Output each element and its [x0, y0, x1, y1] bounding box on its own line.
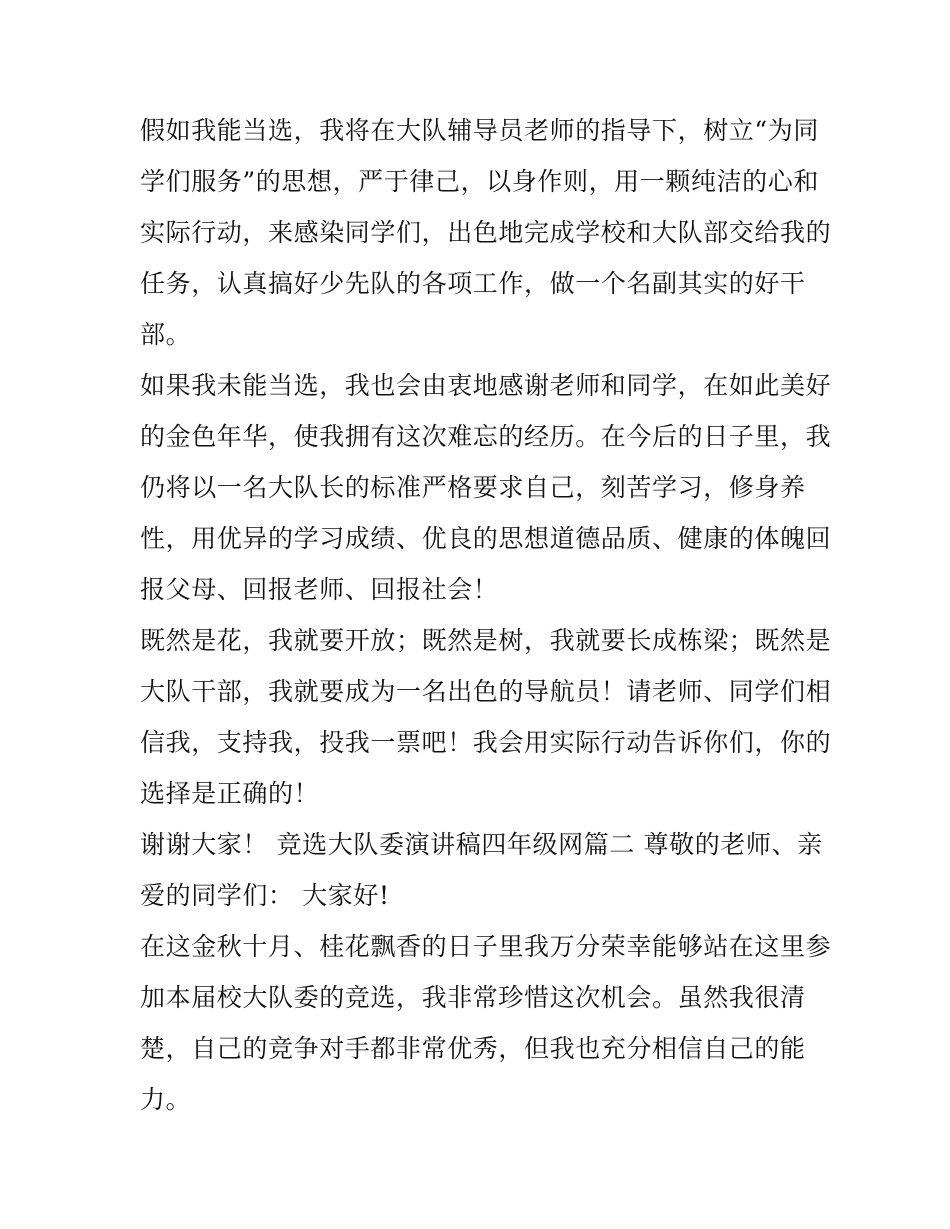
text-line: 如果我未能当选，我也会由衷地感谢老师和同学，在如此美好	[140, 371, 832, 400]
text-line: 任务，认真搞好少先队的各项工作，做一个名副其实的好干	[140, 269, 806, 298]
document-body	[140, 105, 832, 1125]
text-line: 选择是正确的！	[140, 779, 320, 808]
text-line: 部。	[140, 320, 192, 349]
text-line: 信我，支持我，投我一票吧！我会用实际行动告诉你们，你的	[140, 728, 832, 757]
text-line: 在这金秋十月、桂花飘香的日子里我万分荣幸能够站在这里参	[140, 932, 832, 961]
text-line: 的金色年华，使我拥有这次难忘的经历。在今后的日子里，我	[140, 422, 832, 451]
text-line: 楚，自己的竞争对手都非常优秀，但我也充分相信自己的能	[140, 1034, 806, 1063]
text-line: 力。	[140, 1085, 192, 1114]
text-line: 性，用优异的学习成绩、优良的思想道德品质、健康的体魄回	[140, 524, 832, 553]
text-line: 爱的同学们： 大家好!	[140, 881, 390, 910]
text-line: 报父母、回报老师、回报社会！	[140, 575, 499, 604]
text-line: 大队干部，我就要成为一名出色的导航员！请老师、同学们相	[140, 677, 832, 706]
text-line: 仍将以一名大队长的标准严格要求自己，刻苦学习，修身养	[140, 473, 806, 502]
text-line: 假如我能当选，我将在大队辅导员老师的指导下，树立“为同	[140, 116, 819, 145]
text-line: 加本届校大队委的竞选，我非常珍惜这次机会。虽然我很清	[140, 983, 806, 1012]
text-line: 实际行动，来感染同学们，出色地完成学校和大队部交给我的	[140, 218, 832, 247]
text-line: 既然是花，我就要开放；既然是树，我就要长成栋梁；既然是	[140, 626, 832, 655]
text-line: 谢谢大家！ 竞选大队委演讲稿四年级网篇二 尊敬的老师、亲	[140, 830, 823, 859]
text-line: 学们服务”的思想，严于律己，以身作则，用一颗纯洁的心和	[140, 167, 819, 196]
